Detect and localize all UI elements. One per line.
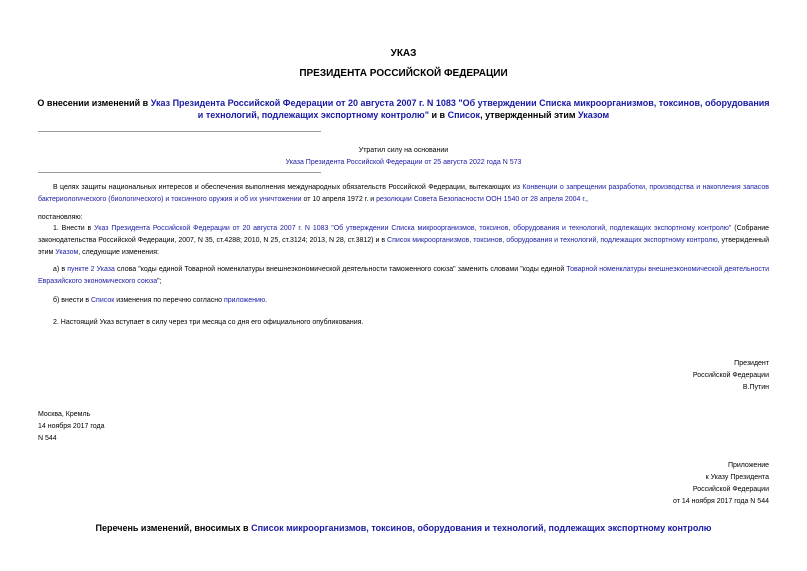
list-title-text: Перечень изменений, вносимых в bbox=[95, 523, 252, 533]
preamble-text-3: , bbox=[586, 196, 588, 203]
item-1-paragraph bbox=[38, 223, 769, 259]
itemb-appendix-link[interactable]: приложению bbox=[223, 297, 266, 304]
doc-type-heading: УКАЗ bbox=[390, 48, 417, 59]
un-resolution-link[interactable]: резолюции Совета Безопасности ООН 1540 от 28 апреля 2004 г. bbox=[376, 196, 587, 203]
decree-word: постановляю: bbox=[38, 214, 83, 221]
list-title-link[interactable]: Список микроорганизмов, токсинов, оборудования и технологий, подлежащих экспортному контролю bbox=[251, 523, 712, 533]
itemb-text-2: изменения по перечню согласно bbox=[114, 297, 224, 304]
title-link-decree-short[interactable]: Указом bbox=[578, 110, 610, 120]
title-text-1: О внесении изменений в bbox=[37, 98, 151, 108]
changes-list-title bbox=[20, 522, 787, 534]
item-2-paragraph: 2. Настоящий Указ вступает в силу через три месяца со дня его официального опубликования. bbox=[53, 319, 364, 326]
title-link-decree-cont[interactable]: и технологий, подлежащих экспортному контролю" bbox=[197, 110, 429, 120]
item1-decree-short-link[interactable]: Указом bbox=[55, 249, 79, 256]
issuer-heading: ПРЕЗИДЕНТА РОССИЙСКОЙ ФЕДЕРАЦИИ bbox=[299, 68, 508, 79]
appendix-ref-3: от 14 ноября 2017 года N 544 bbox=[673, 498, 769, 505]
appendix-ref-2: Российской Федерации bbox=[692, 486, 769, 493]
preamble-text-1: В целях защиты национальных интересов и обеспечения выполнения международных обязательств Российской Федерации, вытекающих из bbox=[53, 184, 523, 191]
date: 14 ноября 2017 года bbox=[38, 423, 105, 430]
itema-point-link[interactable]: пункте 2 Указа bbox=[67, 266, 115, 273]
decree-number: N 544 bbox=[38, 435, 57, 442]
signature-title: Президент bbox=[734, 360, 769, 367]
convention-link[interactable]: Конвенции о запрещении разработки, производства и накопления запасов бактериологического (биологического) и токсинного оружия и об их уничтожении bbox=[38, 184, 769, 203]
preamble-paragraph bbox=[38, 182, 769, 206]
signature-country: Российской Федерации bbox=[692, 372, 769, 379]
itemb-text-1: б) внести в bbox=[53, 297, 91, 304]
appendix-header bbox=[673, 460, 769, 508]
itemb-list-link[interactable]: Список bbox=[91, 297, 115, 304]
status-link[interactable]: Указа Президента Российской Федерации от 25 августа 2022 года N 573 bbox=[285, 159, 522, 166]
item1-decree-link[interactable]: Указ Президента Российской Федерации от 20 августа 2007 г. N 1083 "Об утверждении Списка микроорганизмов, токсинов, оборудования и технологий, подлежащих экспортному контролю" bbox=[94, 225, 732, 232]
itemb-text-3: . bbox=[265, 297, 268, 304]
itema-text-2: слова "коды единой Товарной номенклатуры внешнеэкономической деятельности таможенного союза" заменить словами "коды единой bbox=[114, 266, 567, 273]
title-link-list[interactable]: Список bbox=[447, 110, 481, 120]
title-text-2: и в bbox=[429, 110, 448, 120]
signature-name: В.Путин bbox=[742, 384, 769, 391]
place: Москва, Кремль bbox=[38, 411, 91, 418]
title-text-3: , утвержденный этим bbox=[480, 110, 579, 120]
divider-bottom bbox=[38, 172, 321, 173]
item-a-paragraph bbox=[38, 264, 769, 288]
title-link-decree[interactable]: Указ Президента Российской Федерации от 20 августа 2007 г. N 1083 "Об утверждении Списка микроорганизмов, токсинов, оборудования bbox=[150, 98, 770, 108]
itema-text-1: а) в bbox=[53, 266, 68, 273]
item1-list-link[interactable]: Список микроорганизмов, токсинов, оборудования и технологий, подлежащих экспортному контролю bbox=[387, 237, 718, 244]
item1-text-4: , следующие изменения: bbox=[78, 249, 159, 256]
preamble-text-2: от 10 апреля 1972 г. и bbox=[301, 196, 377, 203]
itema-tnved-link[interactable]: Товарной номенклатуры внешнеэкономической деятельности Евразийского экономического союза bbox=[38, 266, 769, 285]
appendix-label: Приложение bbox=[727, 462, 769, 469]
status-text: Утратил силу на основании bbox=[358, 147, 449, 154]
item-b-paragraph bbox=[53, 295, 267, 307]
itema-text-3: "; bbox=[157, 278, 162, 285]
document-title bbox=[20, 97, 787, 121]
signature-block bbox=[693, 358, 769, 394]
status-note bbox=[280, 145, 527, 169]
item1-text-3: , утвержденный этим bbox=[38, 237, 769, 256]
appendix-ref-1: к Указу Президента bbox=[705, 474, 769, 481]
item1-text-2: (Собрание законодательства Российской Федерации, 2007, N 35, ст.4288; 2010, N 25, ст.3124; 2013, N 28, ст.3812) и в bbox=[38, 225, 770, 244]
item1-text-1: 1. Внести в bbox=[53, 225, 95, 232]
divider-top bbox=[38, 131, 321, 132]
place-date-block bbox=[38, 409, 104, 445]
